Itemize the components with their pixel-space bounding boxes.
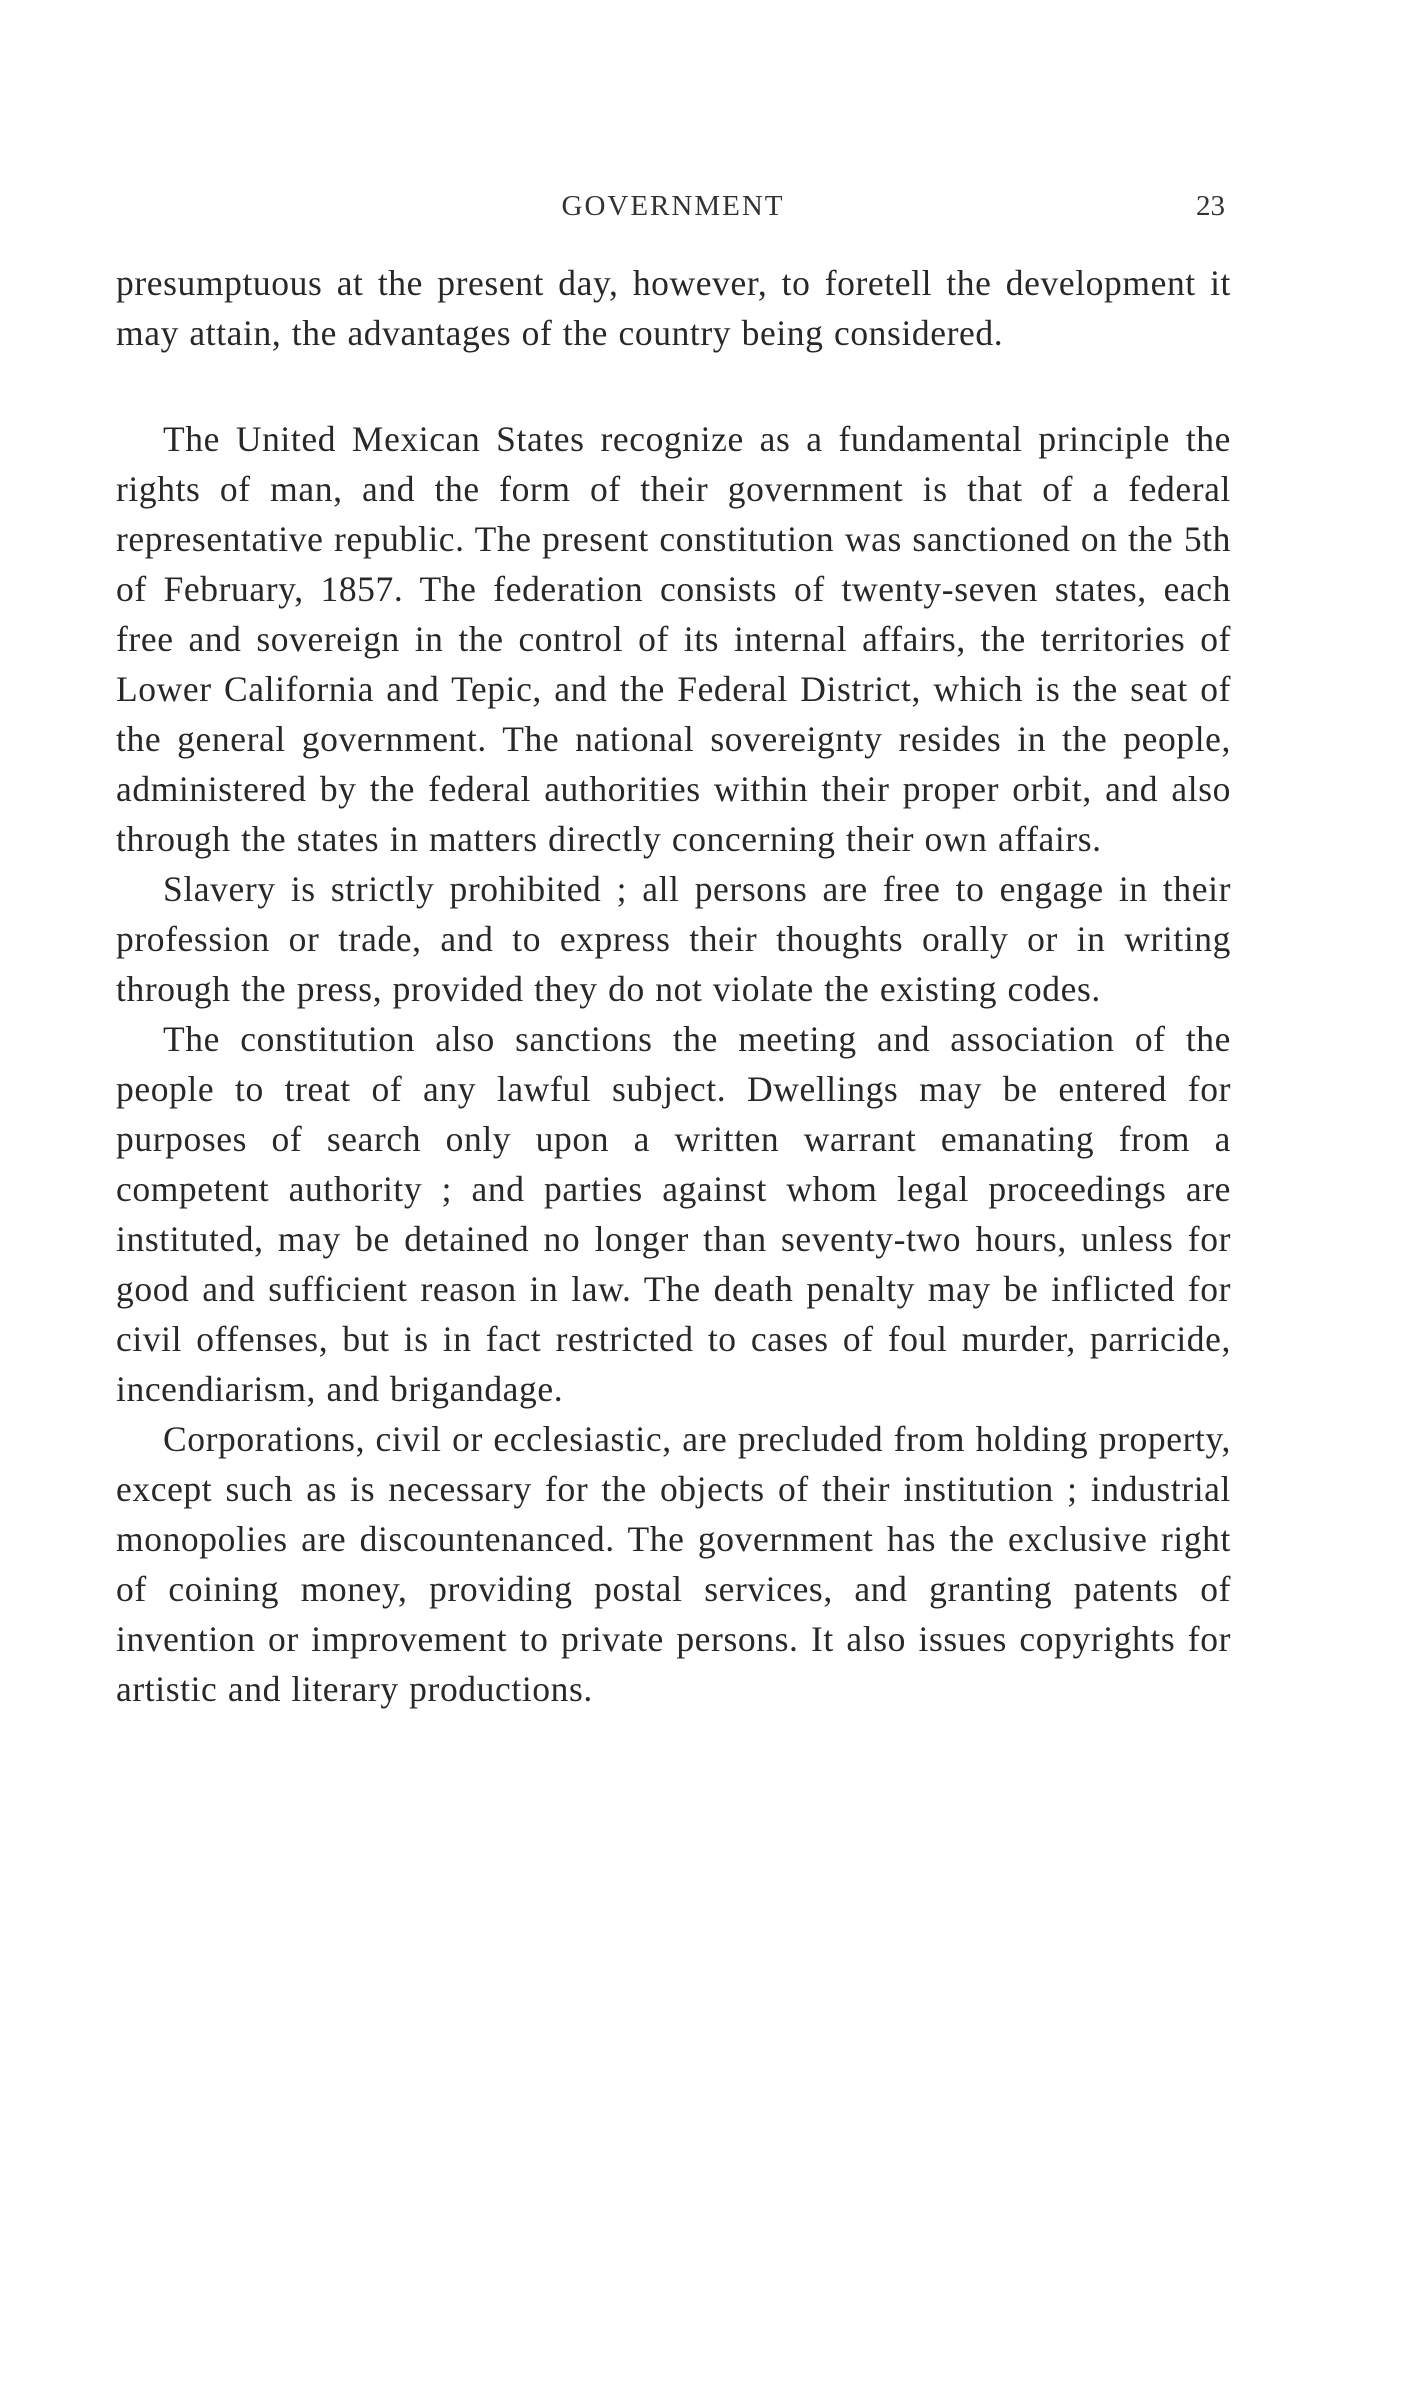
paragraph-slavery: Slavery is strictly prohibited ; all persons are free to engage in their profession or trade, and to express their thoughts orally or in writing through the press, provided they do not violate the existing codes. bbox=[116, 869, 1231, 1009]
paragraph-assembly: The constitution also sanctions the meeting and association of the people to treat of any lawful subject. Dwellings may be entered for purposes of search only upon a written warrant emanating from a competent authority ; and parties against whom legal proceedings are instituted, may be detained no longer than seventy-two hours, unless for good and sufficient reason in law. The death penalty may be inflicted for civil offenses, but is in fact restricted to cases of foul murder, parricide, incendiarism, and brigandage. bbox=[116, 1019, 1231, 1409]
paragraph-constitution: The United Mexican States recognize as a fundamental principle the rights of man, and the form of their government is that of a federal representative republic. The present constitution was sanctioned on the 5th of February, 1857. The federation consists of twenty-seven states, each free and sovereign in the control of its internal affairs, the territories of Lower California and Tepic, and the Federal District, which is the seat of the general government. The national sovereignty resides in the people, administered by the federal authorities within their proper orbit, and also through the states in matters directly concerning their own affairs. bbox=[116, 419, 1231, 859]
running-title: GOVERNMENT bbox=[561, 190, 785, 222]
paragraph-corporations: Corporations, civil or ecclesiastic, are precluded from holding property, except such as is necessary for the objects of their institution ; industrial monopolies are discountenanced. The government has the exclusive right of coining money, providing postal services, and granting patents of invention or improvement to private persons. It also issues copyrights for artistic and literary productions. bbox=[116, 1419, 1231, 1709]
running-head bbox=[113, 190, 1233, 230]
body-text bbox=[116, 258, 1231, 1714]
page-number: 23 bbox=[1196, 190, 1225, 222]
paragraph-continuation: presumptuous at the present day, however, to foretell the development it may attain, the advantages of the country being considered. bbox=[116, 263, 1231, 353]
